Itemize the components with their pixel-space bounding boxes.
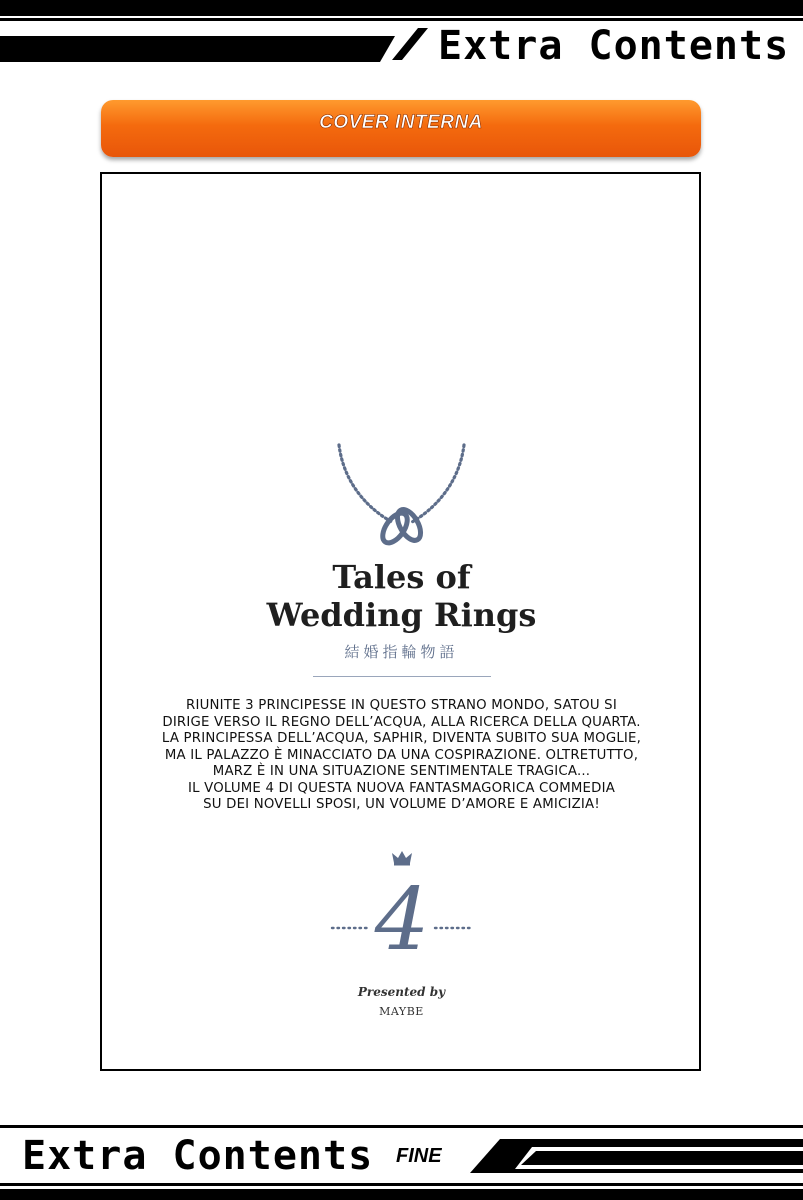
footer-end-label: FINE bbox=[396, 1145, 442, 1167]
presented-by: Presented by bbox=[357, 985, 446, 999]
header-title: Extra Contents bbox=[438, 23, 790, 69]
cover-description bbox=[110, 698, 693, 814]
description-line: RIUNITE 3 PRINCIPESSE IN QUESTO STRANO MONDO, SATOU SI bbox=[186, 698, 617, 713]
volume-number: 4 bbox=[374, 870, 430, 970]
description-line: MA IL PALAZZO È MINACCIATO DA UNA COSPIRAZIONE. OLTRETUTTO, bbox=[164, 747, 639, 763]
description-line: LA PRINCIPESSA DELL’ACQUA, SAPHIR, DIVENTA SUBITO SUA MOGLIE, bbox=[161, 731, 642, 746]
author-name: MAYBE bbox=[379, 1005, 424, 1018]
description-line: MARZ È IN UNA SITUAZIONE SENTIMENTALE TRAGICA... bbox=[212, 764, 591, 779]
footer-title: Extra Contents bbox=[22, 1133, 374, 1179]
book-title bbox=[200, 558, 603, 634]
crown-icon bbox=[392, 850, 412, 866]
japanese-title: 結婚指輪物語 bbox=[344, 643, 459, 661]
book-title-line1: Tales of bbox=[332, 558, 471, 596]
description-line: IL VOLUME 4 DI QUESTA NUOVA FANTASMAGORICA COMMEDIA bbox=[188, 780, 615, 796]
description-line: SU DEI NOVELLI SPOSI, UN VOLUME D’AMORE E AMICIZIA! bbox=[203, 797, 600, 812]
title-divider bbox=[313, 676, 491, 678]
description-line: DIRIGE VERSO IL REGNO DELL’ACQUA, ALLA RICERCA DELLA QUARTA. bbox=[162, 714, 641, 730]
necklace-rings-icon bbox=[330, 440, 475, 550]
section-banner-label: COVER INTERNA bbox=[319, 112, 483, 133]
book-title-line2: Wedding Rings bbox=[266, 596, 537, 634]
